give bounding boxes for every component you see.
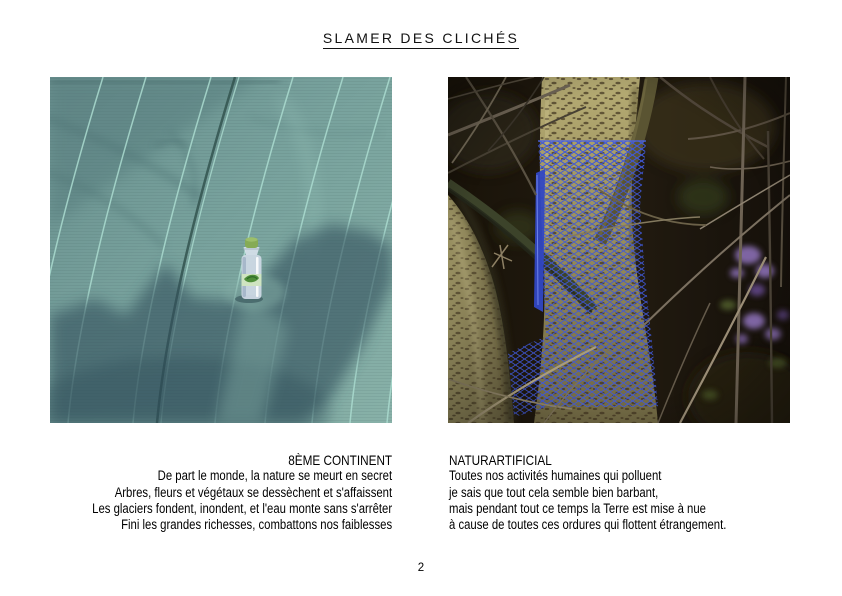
- photo-naturartificial: [448, 77, 790, 423]
- photo-naturartificial-image: [448, 77, 790, 423]
- poem-line: Fini les grandes richesses, combattons nos faiblesses: [120, 517, 393, 533]
- photo-8eme-continent-image: [50, 77, 392, 423]
- poem-title-left: 8ÈME CONTINENT: [288, 452, 392, 468]
- page-header: [0, 30, 842, 47]
- poem-title-right: NATURARTIFICIAL: [449, 452, 552, 468]
- caption-naturartificial: [449, 452, 726, 533]
- page-number: 2: [417, 562, 425, 574]
- poem-line: je sais que tout cela semble bien barbant,: [449, 484, 659, 500]
- photo-8eme-continent: [50, 77, 392, 423]
- page-title: SLAMER DES CLICHÉS: [323, 30, 519, 49]
- caption-8eme-continent: [92, 452, 392, 533]
- poem-line: Arbres, fleurs et végétaux se dessèchent et s'affaissent: [114, 484, 392, 500]
- poem-line: mais pendant tout ce temps la Terre est mise à nue: [449, 500, 706, 516]
- poem-line: à cause de toutes ces ordures qui flottent étrangement.: [449, 517, 727, 533]
- poem-line: Les glaciers fondent, inondent, et l'eau monte sans s'arrêter: [92, 500, 392, 516]
- poem-line: De part le monde, la nature se meurt en secret: [157, 468, 392, 484]
- poem-line: Toutes nos activités humaines qui polluent: [449, 468, 662, 484]
